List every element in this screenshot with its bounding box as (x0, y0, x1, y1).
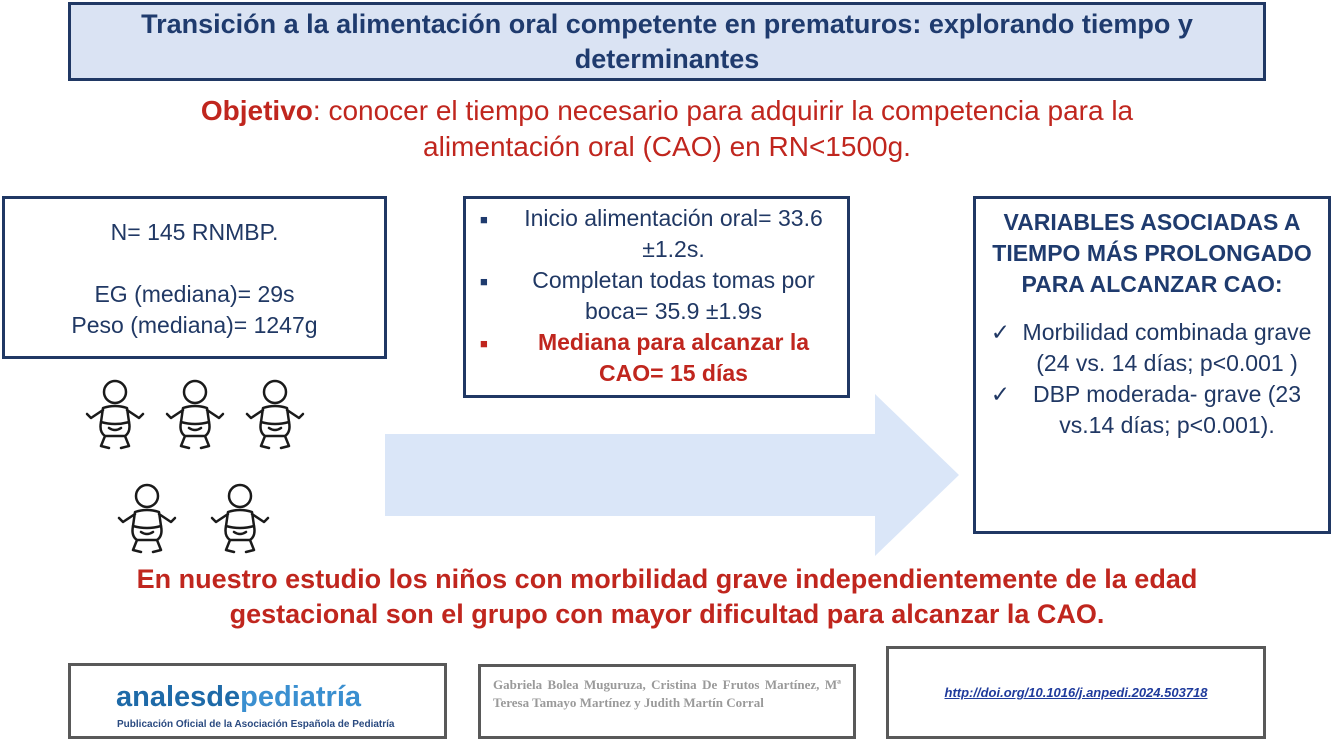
babies-illustration (80, 376, 320, 566)
logo-subtitle: Publicación Oficial de la Asociación Española de Pediatría (117, 719, 395, 730)
gestational-age: EG (mediana)= 29s (94, 281, 295, 307)
doi-link[interactable]: http://doi.org/10.1016/j.anpedi.2024.503718 (944, 685, 1208, 700)
checkmark-icon: ✓ (990, 319, 1010, 345)
square-bullet-icon: ■ (480, 336, 488, 351)
result-oral-start: Inicio alimentación oral= 33.6 ±1.2s. (524, 205, 823, 262)
result-median: Mediana para alcanzar la CAO= 15 días (537, 329, 809, 386)
list-item (480, 265, 837, 327)
baby-icon (212, 485, 268, 552)
median-weight: Peso (mediana)= 1247g (71, 312, 318, 338)
variables-heading: VARIABLES ASOCIADAS A TIEMPO MÁS PROLONGADO PARA ALCANZAR CAO: (992, 209, 1312, 297)
baby-icon (119, 485, 175, 552)
doi-box (886, 646, 1266, 739)
baby-icon (87, 381, 143, 448)
logo-wordmark: analesdepediatría (116, 681, 362, 713)
right-arrow-icon (385, 394, 959, 556)
list-item (480, 203, 837, 265)
result-all-feeds: Completan todas tomas por boca= 35.9 ±1.9s (532, 267, 815, 324)
square-bullet-icon: ■ (480, 274, 488, 289)
page-title: Transición a la alimentación oral competente en prematuros: explorando tiempo y determinantes (141, 8, 1193, 74)
conclusion: En nuestro estudio los niños con morbilidad grave independientemente de la edad gestacional son el grupo con mayor dificultad para alcanzar la CAO. (136, 564, 1198, 629)
title-banner (68, 2, 1266, 81)
variables-box (973, 196, 1331, 534)
variable-morbidity: Morbilidad combinada grave (24 vs. 14 días; p<0.001 ) (1022, 319, 1312, 376)
square-bullet-icon: ■ (480, 212, 488, 227)
checkmark-icon: ✓ (990, 381, 1010, 407)
list-item (480, 327, 837, 389)
authors: Gabriela Bolea Muguruza, Cristina De Frutos Martínez, Mª Teresa Tamayo Martínez y Judith Martín Corral (478, 664, 856, 739)
sample-size: N= 145 RNMBP. (110, 219, 279, 245)
objective (120, 93, 1214, 165)
objective-text: : conocer el tiempo necesario para adquirir la competencia para la alimentación oral (CAO) en RN<1500g. (312, 95, 1134, 162)
baby-icon (167, 381, 223, 448)
list-item (984, 379, 1320, 441)
baby-icon (247, 381, 303, 448)
results-box (463, 196, 850, 398)
objective-label: Objetivo (200, 95, 313, 126)
variable-dbp: DBP moderada- grave (23 vs.14 días; p<0.001). (1032, 381, 1302, 438)
sample-box (2, 196, 387, 359)
journal-logo (68, 663, 447, 739)
list-item (984, 317, 1320, 379)
